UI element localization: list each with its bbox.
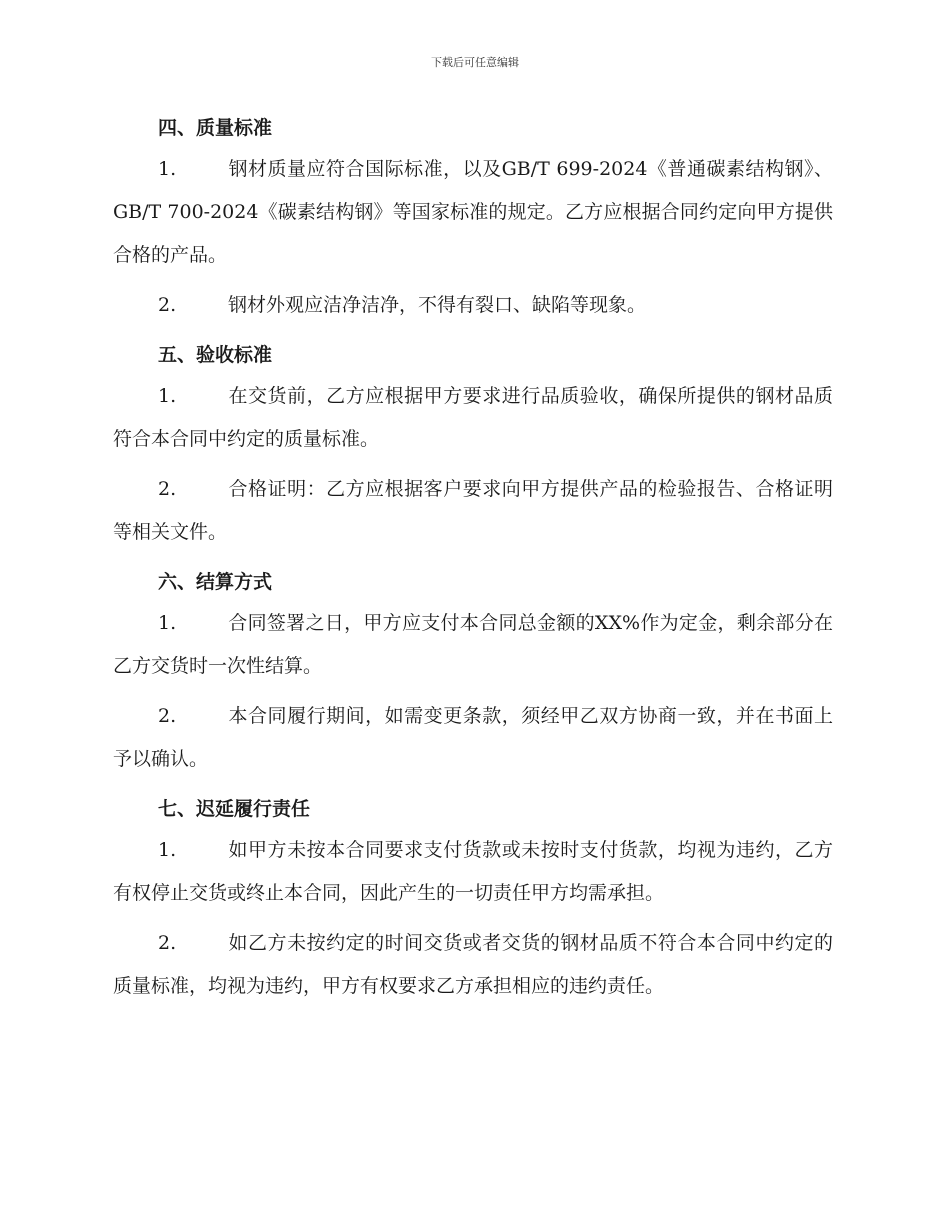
clause-text: 如乙方未按约定的时间交货或者交货的钢材品质不符合本合同中约定的质量标准，均视为违约，甲方有权要求乙方承担相应的违约责任。 xyxy=(113,932,833,997)
clause-text: 本合同履行期间，如需变更条款，须经甲乙双方协商一致，并在书面上予以确认。 xyxy=(113,705,833,770)
section-quality-standard xyxy=(113,108,833,327)
clause-number: 1. xyxy=(158,612,177,634)
section-delay-liability xyxy=(113,789,833,1008)
clause xyxy=(113,468,833,554)
clause-number: 2. xyxy=(158,705,177,727)
clause-number: 2. xyxy=(158,478,177,500)
clause-number: 1. xyxy=(158,385,177,407)
clause xyxy=(113,829,833,915)
page-header-note: 下载后可任意编辑 xyxy=(431,56,519,69)
clause xyxy=(113,695,833,781)
clause-text: 钢材外观应洁净洁净，不得有裂口、缺陷等现象。 xyxy=(228,294,647,316)
document-body xyxy=(113,108,833,1015)
clause xyxy=(113,284,833,327)
clause-text: 如甲方未按本合同要求支付货款或未按时支付货款，均视为违约，乙方有权停止交货或终止本合同，因此产生的一切责任甲方均需承担。 xyxy=(113,839,833,904)
clause xyxy=(113,602,833,688)
clause-number: 1. xyxy=(158,158,177,180)
section-acceptance-standard xyxy=(113,335,833,554)
clause-number: 2. xyxy=(158,932,177,954)
clause-number: 1. xyxy=(158,839,177,861)
clause-text: 钢材质量应符合国际标准，以及GB/T 699-2024《普通碳素结构钢》、GB/T 700-2024《碳素结构钢》等国家标准的规定。乙方应根据合同约定向甲方提供合格的产品。 xyxy=(113,158,833,266)
section-heading: 五、验收标准 xyxy=(158,344,273,366)
clause xyxy=(113,375,833,461)
section-heading: 四、质量标准 xyxy=(158,117,273,139)
clause-text: 在交货前，乙方应根据甲方要求进行品质验收，确保所提供的钢材品质符合本合同中约定的质量标准。 xyxy=(113,385,833,450)
section-settlement xyxy=(113,562,833,781)
clause-number: 2. xyxy=(158,294,177,316)
clause-text: 合同签署之日，甲方应支付本合同总金额的XX%作为定金，剩余部分在乙方交货时一次性结算。 xyxy=(113,612,833,677)
clause xyxy=(113,922,833,1008)
section-heading: 六、结算方式 xyxy=(158,571,273,593)
section-heading: 七、迟延履行责任 xyxy=(158,798,311,820)
clause xyxy=(113,148,833,277)
clause-text: 合格证明：乙方应根据客户要求向甲方提供产品的检验报告、合格证明等相关文件。 xyxy=(113,478,833,543)
